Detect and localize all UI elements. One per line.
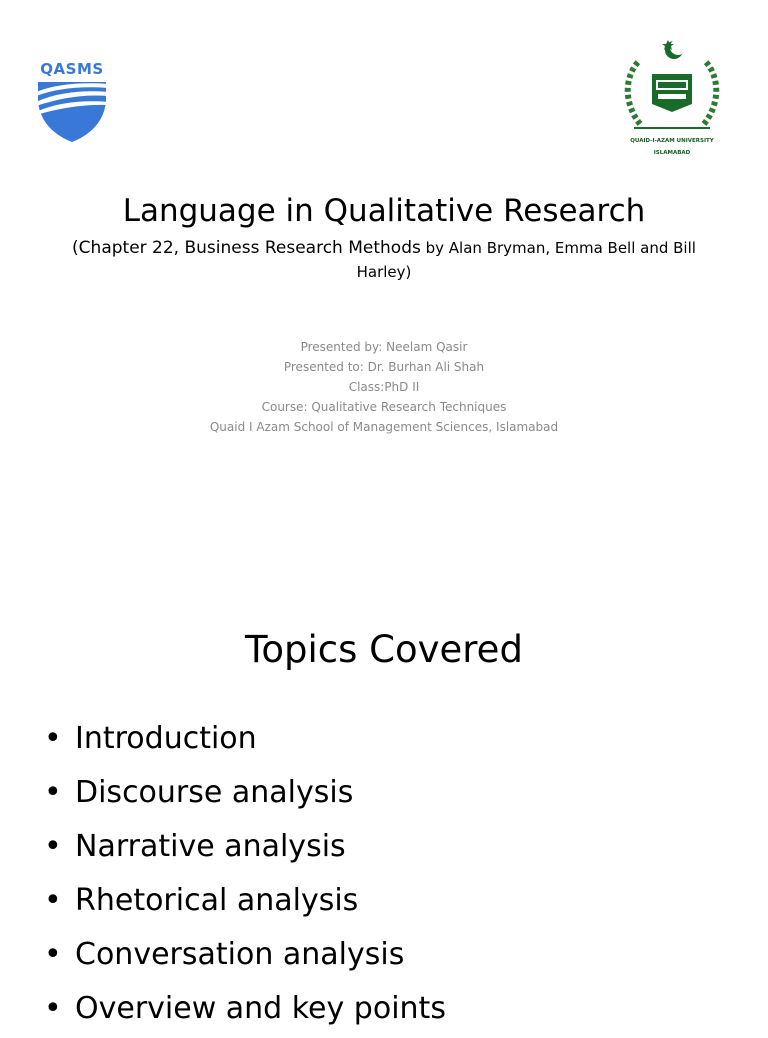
list-item (40, 768, 446, 822)
topics-title: Topics Covered (245, 628, 523, 671)
list-item (40, 984, 446, 1038)
bullet: • (44, 775, 62, 810)
university-crest-icon (618, 34, 726, 138)
slide-subtitle (50, 236, 718, 284)
topic-label: Overview and key points (75, 991, 446, 1026)
topic-label: Rhetorical analysis (75, 883, 359, 918)
topic-label: Narrative analysis (75, 829, 346, 864)
bullet: • (44, 829, 62, 864)
list-item (40, 876, 446, 930)
presenter-line: Class:PhD II (348, 380, 420, 394)
subtitle-book: (Chapter 22, Business Research Methods (72, 238, 421, 258)
qau-logo-text: QUAID-I-AZAM UNIVERSITY (630, 138, 714, 144)
topic-label: Conversation analysis (75, 937, 405, 972)
qau-logo (618, 34, 726, 162)
qasms-logo-text: QASMS (40, 60, 104, 78)
slide-title: Language in Qualitative Research (122, 193, 646, 229)
bullet: • (44, 883, 62, 918)
qau-logo-city: ISLAMABAD (653, 150, 691, 156)
presenter-line: Presented to: Dr. Burhan Ali Shah (283, 360, 485, 374)
bullet: • (44, 721, 62, 756)
presenter-line: Presented by: Neelam Qasir (300, 340, 468, 354)
list-item (40, 714, 446, 768)
presenter-info (0, 337, 768, 437)
shield-icon (36, 78, 108, 144)
list-item (40, 930, 446, 984)
bullet: • (44, 991, 62, 1026)
presenter-line: Quaid I Azam School of Management Sciences, Islamabad (209, 420, 559, 434)
list-item (40, 822, 446, 876)
qasms-logo (36, 60, 108, 146)
topic-label: Discourse analysis (75, 775, 354, 810)
subtitle-authors: by Alan Bryman, Emma Bell and Bill Harley) (356, 239, 696, 281)
bullet: • (44, 937, 62, 972)
topic-label: Introduction (75, 721, 257, 756)
presenter-line: Course: Qualitative Research Techniques (261, 400, 507, 414)
topics-list (40, 714, 446, 1038)
